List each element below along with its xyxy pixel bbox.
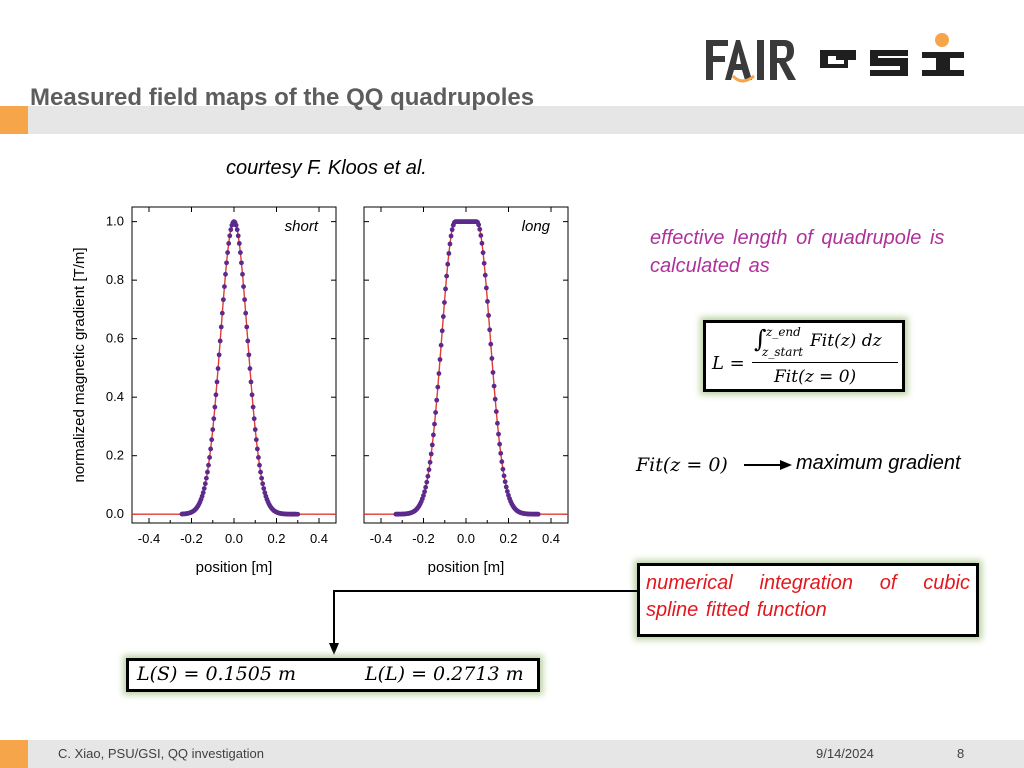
data-point	[226, 241, 231, 246]
data-point	[245, 339, 250, 344]
effective-length-note: effective length of quadrupole is calculated as	[650, 227, 945, 277]
y-tick-label: 1.0	[105, 213, 124, 229]
gsi-logo	[818, 30, 970, 82]
x-tick-label: 0.0	[224, 531, 244, 546]
data-point	[438, 357, 443, 362]
fit-line-long	[364, 222, 568, 515]
plot-frame-long	[364, 207, 568, 523]
data-point	[254, 437, 259, 442]
x-tick-label: 0.4	[541, 531, 561, 546]
fair-logo	[700, 30, 810, 86]
data-point	[490, 356, 495, 361]
x-tick-label: 0.2	[267, 531, 286, 546]
data-point	[203, 481, 208, 486]
data-point	[503, 479, 508, 484]
data-point	[481, 250, 486, 255]
footer-date: 9/14/2024	[816, 746, 874, 761]
data-point	[239, 260, 244, 265]
data-point	[202, 486, 207, 491]
data-point	[216, 366, 221, 371]
data-point	[221, 297, 226, 302]
data-point	[259, 476, 264, 481]
data-point	[441, 314, 446, 319]
data-point	[494, 409, 499, 414]
data-point	[437, 371, 442, 376]
data-point	[256, 455, 261, 460]
data-point	[237, 241, 242, 246]
data-point	[206, 463, 211, 468]
data-point	[430, 442, 435, 447]
page-number: 8	[957, 746, 965, 761]
y-tick-label: 0.2	[105, 447, 124, 463]
data-point	[219, 325, 224, 330]
fit-zero-label: Fit(z = 0)	[636, 454, 728, 476]
data-point	[207, 455, 212, 460]
numerical-integration-note: numerical integration of cubic spline fitted function	[646, 572, 970, 621]
formula-denominator: Fit(z = 0)	[774, 367, 857, 387]
data-point	[450, 227, 455, 232]
fraction-bar	[752, 362, 898, 363]
data-point	[492, 384, 497, 389]
data-point	[495, 421, 500, 426]
x-axis-label: position [m]	[427, 559, 505, 576]
data-point	[240, 272, 245, 277]
data-point	[243, 311, 248, 316]
data-point	[499, 459, 504, 464]
data-point	[214, 392, 219, 397]
y-axis-label: normalized magnetic gradient [T/m]	[71, 247, 88, 483]
data-point	[422, 489, 427, 494]
data-point	[433, 410, 438, 415]
data-point	[442, 300, 447, 305]
data-point	[223, 272, 228, 277]
data-point	[220, 311, 225, 316]
effective-length-results	[126, 658, 540, 692]
data-point	[446, 251, 451, 256]
data-point	[428, 460, 433, 465]
footer-accent	[0, 740, 28, 768]
data-point	[212, 405, 217, 410]
data-point	[234, 223, 239, 228]
data-point	[480, 241, 485, 246]
data-point	[502, 473, 507, 478]
data-point	[209, 437, 214, 442]
data-point	[236, 233, 241, 238]
data-point	[448, 242, 453, 247]
title-accent	[0, 106, 28, 134]
x-axis-label: position [m]	[195, 559, 273, 576]
formula-integrand: Fit(z) dz	[810, 331, 882, 351]
data-point	[241, 284, 246, 289]
data-point	[251, 405, 256, 410]
data-point	[225, 250, 230, 255]
panel-label-short: short	[284, 218, 318, 235]
data-point	[253, 427, 258, 432]
data-point	[443, 287, 448, 292]
data-point	[536, 512, 541, 517]
data-point	[498, 451, 503, 456]
data-point	[496, 432, 501, 437]
data-point	[493, 397, 498, 402]
data-point	[228, 227, 233, 232]
data-point	[250, 392, 255, 397]
data-point	[204, 476, 209, 481]
data-point	[439, 343, 444, 348]
data-point	[205, 470, 210, 475]
y-tick-label: 0.8	[105, 272, 124, 288]
field-map-chart	[60, 195, 590, 580]
data-point	[445, 262, 450, 267]
data-point	[435, 385, 440, 390]
x-tick-label: -0.4	[369, 531, 393, 546]
data-point	[423, 485, 428, 490]
slide-title: Measured field maps of the QQ quadrupoles	[30, 84, 535, 111]
data-point	[488, 342, 493, 347]
data-point	[224, 260, 229, 265]
data-point	[211, 416, 216, 421]
data-point	[425, 474, 430, 479]
data-point	[491, 370, 496, 375]
data-point	[261, 486, 266, 491]
data-point	[238, 250, 243, 255]
data-point	[497, 442, 502, 447]
footer-author: C. Xiao, PSU/GSI, QQ investigation	[58, 746, 264, 761]
data-point	[210, 427, 215, 432]
data-point	[222, 284, 227, 289]
arrow-right-icon	[744, 458, 794, 472]
panel-label-long: long	[521, 218, 550, 235]
courtesy-credit: courtesy F. Kloos et al.	[226, 157, 427, 179]
data-point	[432, 422, 437, 427]
data-point	[295, 512, 300, 517]
data-point	[478, 233, 483, 238]
data-point	[252, 416, 257, 421]
effective-length-formula	[703, 320, 905, 392]
fit-line-short	[132, 222, 336, 515]
data-point	[431, 433, 436, 438]
data-point	[215, 380, 220, 385]
data-point	[242, 297, 247, 302]
x-tick-label: 0.0	[456, 531, 476, 546]
data-point	[424, 480, 429, 485]
data-point	[444, 274, 449, 279]
x-tick-label: 0.4	[309, 531, 329, 546]
formula-lhs: L =	[712, 353, 745, 374]
data-point	[440, 328, 445, 333]
data-point	[208, 447, 213, 452]
data-point	[255, 447, 260, 452]
data-point	[487, 327, 492, 332]
result-long: L(L) = 0.2713 m	[365, 663, 524, 685]
data-point	[483, 273, 488, 278]
data-point	[249, 380, 254, 385]
data-point	[427, 467, 432, 472]
numerical-integration-box	[637, 563, 979, 637]
data-point	[201, 490, 206, 495]
formula-lower-limit: z_start	[762, 345, 804, 359]
data-point	[260, 481, 265, 486]
result-short: L(S) = 0.1505 m	[137, 663, 296, 685]
y-tick-label: 0.6	[105, 330, 124, 346]
data-point	[218, 339, 223, 344]
y-tick-label: 0.0	[105, 506, 124, 522]
data-point	[227, 233, 232, 238]
data-point	[449, 234, 454, 239]
data-point	[246, 352, 251, 357]
data-point	[235, 227, 240, 232]
data-point	[486, 313, 491, 318]
data-point	[434, 398, 439, 403]
x-tick-label: -0.2	[412, 531, 435, 546]
plot-frame-short	[132, 207, 336, 523]
data-point	[217, 352, 222, 357]
data-point	[257, 463, 262, 468]
y-tick-label: 0.4	[105, 389, 124, 405]
data-point	[482, 261, 487, 266]
data-point	[248, 366, 253, 371]
down-arrow-icon	[326, 585, 646, 660]
integral-sign: ∫	[754, 325, 767, 353]
data-point	[244, 325, 249, 330]
formula-upper-limit: z_end	[766, 325, 801, 339]
data-point	[477, 227, 482, 232]
x-tick-label: -0.2	[180, 531, 203, 546]
data-point	[501, 467, 506, 472]
data-point	[258, 470, 263, 475]
x-tick-label: 0.2	[499, 531, 518, 546]
data-point	[476, 222, 481, 227]
data-point	[484, 286, 489, 291]
maximum-gradient-label: maximum gradient	[796, 452, 961, 474]
data-point	[504, 485, 509, 490]
data-point	[429, 452, 434, 457]
x-tick-label: -0.4	[137, 531, 161, 546]
data-point	[485, 299, 490, 304]
